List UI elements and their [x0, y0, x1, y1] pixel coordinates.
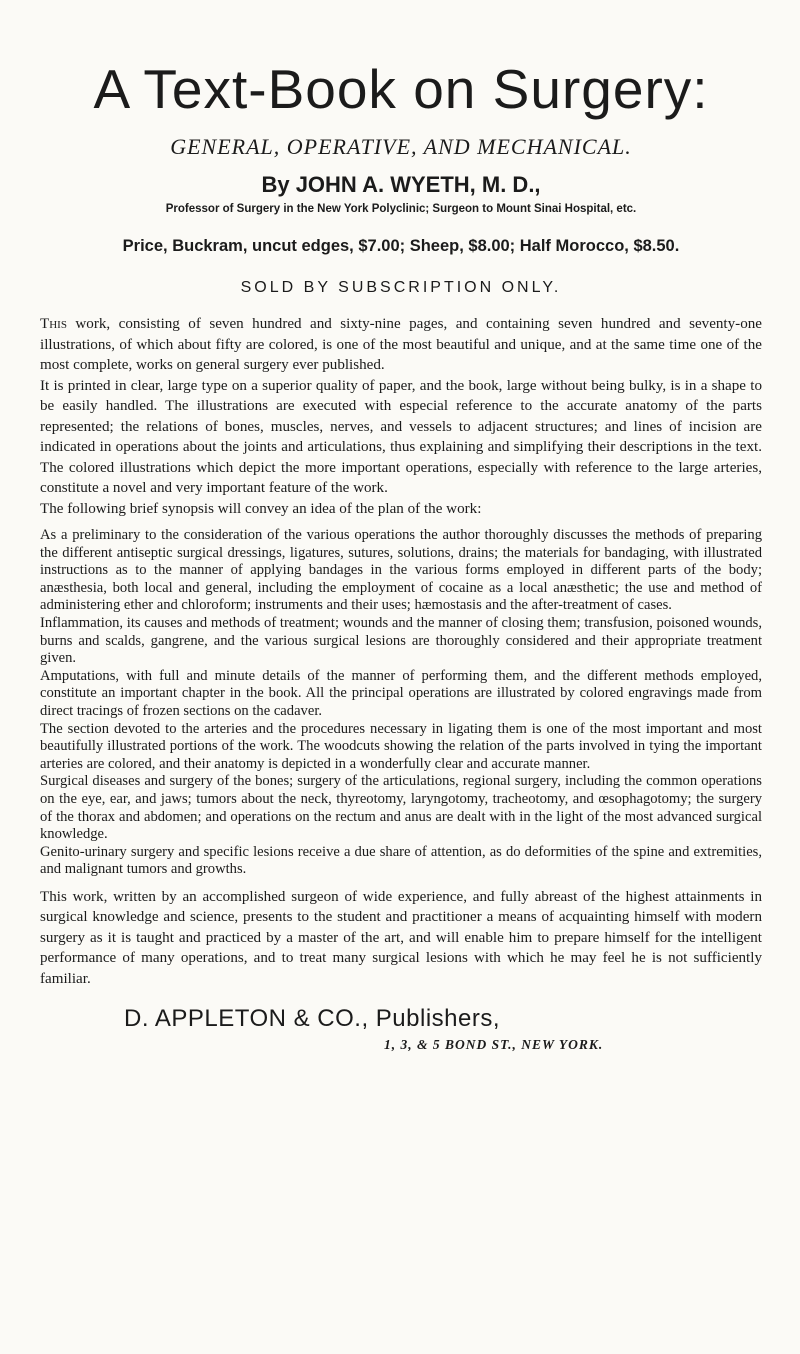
- advertisement-page: [40, 58, 762, 1053]
- intro-paragraph-2: It is printed in clear, large type on a superior quality of paper, and the book, large without being bulky, is in a shape to be easily handled. The illustrations are executed with especial reference to the accurate anatomy of the parts represented; the relations of bones, muscles, nerves, and vessels to adjacent structures; and lines of incision are indicated in operations about the joints and articulations, thus explaining and simplifying their descriptions in the text. The colored illustrations which depict the more important operations, especially with reference to the large arteries, constitute a novel and very important feature of the work.: [40, 377, 762, 496]
- intro-paragraph-1-text: work, consisting of seven hundred and sixty-nine pages, and containing seven hundred and seventy-one illustrations, of which about fifty are colored, is one of the most beautiful and unique, and at the same time one of the most complete, works on general surgery ever published.: [40, 316, 762, 373]
- subscription-notice: SOLD BY SUBSCRIPTION ONLY.: [240, 279, 562, 296]
- synopsis-paragraph: As a preliminary to the consideration of the various operations the author thoroughly discusses the methods of preparing the different antiseptic surgical dressings, ligatures, sutures, solutions, drains; the materials for bandaging, with illustrated instructions as to the manner of applying bandages in the various forms employed in different parts of the body; anæsthesia, both local and general, including the employment of cocaine as a local anæsthetic; the use and method of administering ether and chloroform; instruments and their uses; hæmostasis and the after-treatment of cases.: [40, 527, 762, 614]
- lead-word: This: [40, 316, 67, 332]
- author-affiliation: Professor of Surgery in the New York Polyclinic; Surgeon to Mount Sinai Hospital, etc.: [165, 203, 637, 215]
- intro-paragraph-3: The following brief synopsis will convey an idea of the plan of the work:: [40, 500, 482, 517]
- book-subtitle: GENERAL, OPERATIVE, AND MECHANICAL.: [170, 134, 632, 159]
- synopsis-paragraph: Surgical diseases and surgery of the bones; surgery of the articulations, regional surgery, including the common operations on the eye, ear, and jaws; tumors about the neck, thyreotomy, laryngotomy, tracheotomy, and œsophagotomy; the surgery of the thorax and abdomen; and operations on the rectum and anus are dealt with in the light of the most advanced surgical knowledge.: [40, 773, 762, 843]
- author-line: By JOHN A. WYETH, M. D.,: [261, 172, 541, 197]
- publisher-name: D. APPLETON & CO., Publishers,: [124, 1005, 501, 1033]
- synopsis-paragraph: Inflammation, its causes and methods of treatment; wounds and the manner of closing them; transfusion, poisoned wounds, burns and scalds, gangrene, and the various surgical lesions are thoroughly considered and their appropriate treatment given.: [40, 614, 762, 667]
- price-line: Price, Buckram, uncut edges, $7.00; Sheep, $8.00; Half Morocco, $8.50.: [122, 237, 680, 255]
- intro-section: [40, 314, 762, 519]
- synopsis-paragraph: The section devoted to the arteries and the procedures necessary in ligating them is one of the most important and most beautifully illustrated portions of the work. The woodcuts showing the relation of the parts involved in tying the important arteries are colored, and their anatomy is depicted in a wonderfully clear and accurate manner.: [40, 720, 762, 772]
- closing-paragraph: This work, written by an accomplished surgeon of wide experience, and fully abreast of the highest attainments in surgical knowledge and science, presents to the student and practitioner a means of acquainting himself with modern surgery as it is taught and practiced by a master of the art, and will enable him to prepare himself for the intelligent performance of many operations, and to treat many surgical lesions with which he may feel he is not sufficiently familiar.: [40, 888, 762, 987]
- publisher-address: 1, 3, & 5 BOND ST., NEW YORK.: [384, 1037, 604, 1053]
- intro-paragraph-1: [40, 314, 762, 376]
- synopsis-section: [40, 527, 762, 879]
- book-title: A Text-Book on Surgery:: [93, 58, 709, 120]
- synopsis-paragraph: Amputations, with full and minute details of the manner of performing them, and the different methods employed, constitute an important chapter in the book. All the principal operations are illustrated by colored engravings made from direct tracings of frozen sections on the cadaver.: [40, 667, 762, 719]
- synopsis-paragraph: Genito-urinary surgery and specific lesions receive a due share of attention, as do deformities of the spine and extremities, and malignant tumors and growths.: [40, 843, 762, 878]
